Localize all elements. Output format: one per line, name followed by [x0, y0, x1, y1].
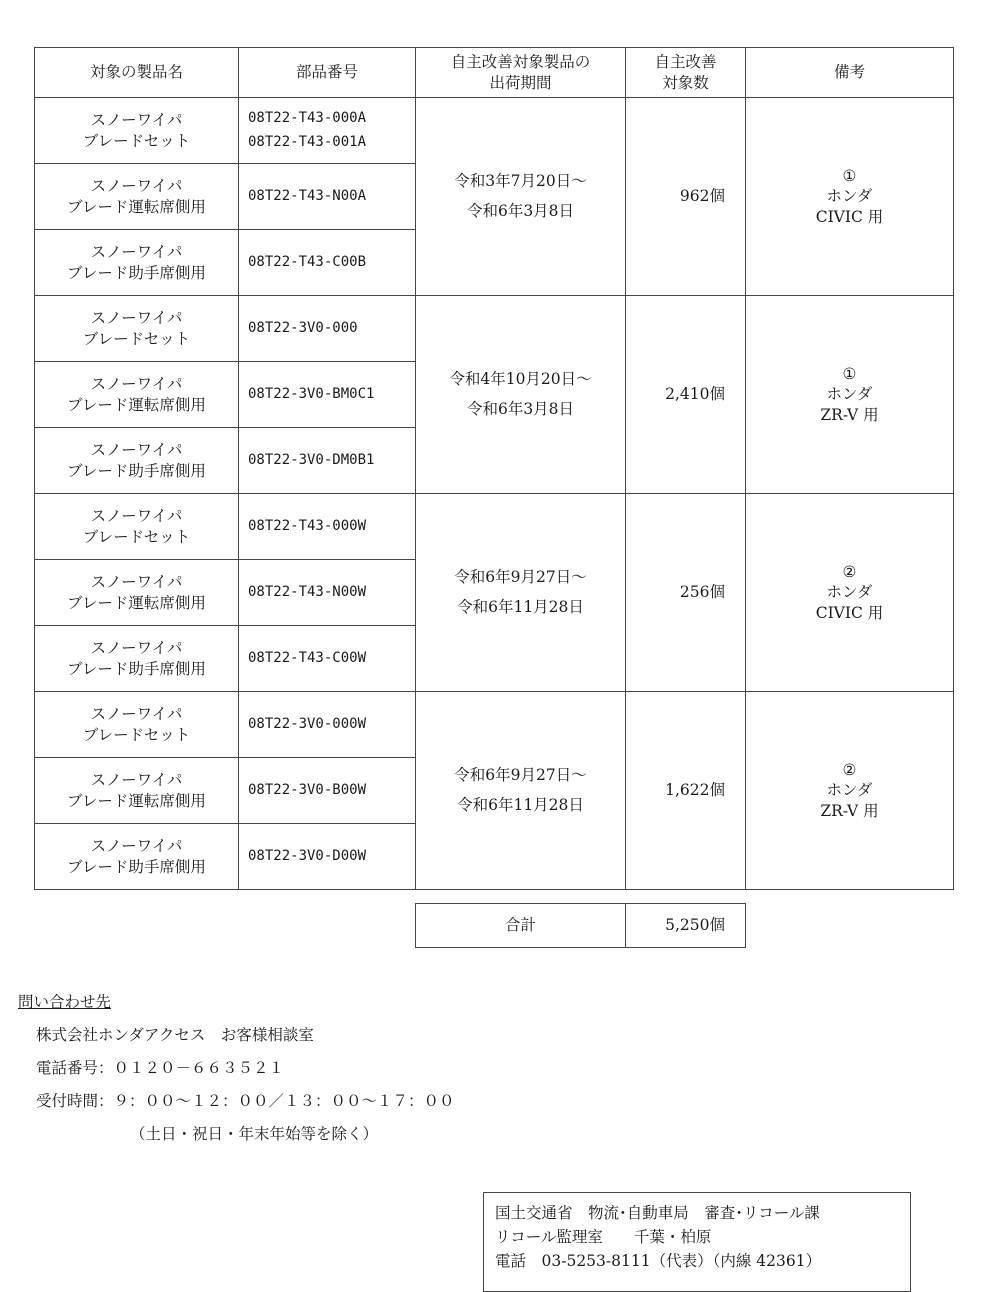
period-end: 令和6年3月8日 [466, 399, 575, 418]
product-name-line2: ブレード助手席側用 [67, 659, 206, 678]
part-number: 08T22-3V0-000 [239, 296, 416, 362]
product-name-line1: スノーワイパ [90, 771, 183, 790]
product-name-line1: スノーワイパ [90, 507, 183, 526]
product-name-line1: スノーワイパ [90, 441, 183, 460]
product-name [35, 362, 239, 428]
product-name-line2: ブレードセット [82, 131, 191, 150]
product-name-line1: スノーワイパ [90, 705, 183, 724]
remark-mark: ② [842, 563, 857, 582]
period-start: 令和4年10月20日～ [449, 370, 592, 389]
header-product: 対象の製品名 [35, 48, 239, 98]
part-number: 08T22-3V0-B00W [239, 758, 416, 824]
period-start: 令和6年9月27日～ [454, 766, 587, 785]
product-name-line2: ブレードセット [82, 329, 191, 348]
period-end: 令和6年11月28日 [457, 597, 584, 616]
part-number: 08T22-T43-C00W [239, 626, 416, 692]
part-number: 08T22-T43-000W [239, 494, 416, 560]
remark-model: ZR-V 用 [820, 801, 879, 820]
shipping-period [416, 494, 626, 692]
table-row [35, 98, 954, 164]
product-name [35, 230, 239, 296]
product-name [35, 98, 239, 164]
period-end: 令和6年3月8日 [466, 201, 575, 220]
target-count: 256個 [626, 494, 746, 692]
part-number-line1: 08T22-T43-000A [248, 109, 367, 126]
part-number-line2: 08T22-T43-001A [248, 133, 367, 150]
office-line1: 国土交通省 物流･自動車局 審査･リコール課 [495, 1204, 820, 1222]
header-count [626, 48, 746, 98]
contact-company: 株式会社ホンダアクセス お客様相談室 [36, 1026, 314, 1044]
part-number: 08T22-T43-N00A [239, 164, 416, 230]
part-number [239, 98, 416, 164]
remark-mark: ② [842, 761, 857, 780]
product-name-line2: ブレード運転席側用 [67, 791, 206, 810]
total-row [35, 904, 954, 948]
product-name-line1: スノーワイパ [90, 375, 183, 394]
product-name-line1: スノーワイパ [90, 177, 183, 196]
period-start: 令和3年7月20日～ [454, 172, 587, 191]
product-name [35, 428, 239, 494]
product-name-line2: ブレード運転席側用 [67, 197, 206, 216]
part-number: 08T22-3V0-000W [239, 692, 416, 758]
total-blank [35, 904, 416, 948]
header-count-line1: 自主改善 [654, 53, 717, 72]
target-count: 962個 [626, 98, 746, 296]
product-name-line2: ブレードセット [82, 527, 191, 546]
product-name [35, 164, 239, 230]
part-number: 08T22-3V0-BM0C1 [239, 362, 416, 428]
part-number: 08T22-3V0-DM0B1 [239, 428, 416, 494]
shipping-period [416, 296, 626, 494]
product-name [35, 560, 239, 626]
header-period-line2: 出荷期間 [489, 73, 552, 92]
product-name-line2: ブレードセット [82, 725, 191, 744]
product-name-line1: スノーワイパ [90, 573, 183, 592]
remarks [746, 296, 954, 494]
shipping-period [416, 98, 626, 296]
table-row [35, 692, 954, 758]
product-name-line2: ブレード運転席側用 [67, 593, 206, 612]
shipping-period [416, 692, 626, 890]
product-name [35, 494, 239, 560]
office-line2: リコール監理室 千葉・柏原 [495, 1228, 712, 1246]
table-row [35, 296, 954, 362]
part-number: 08T22-T43-N00W [239, 560, 416, 626]
header-period [416, 48, 626, 98]
total-value: 5,250個 [626, 904, 746, 948]
remark-mark: ① [842, 167, 857, 186]
remarks [746, 98, 954, 296]
remark-maker: ホンダ [826, 583, 873, 602]
product-name-line1: スノーワイパ [90, 111, 183, 130]
product-name-line2: ブレード助手席側用 [67, 461, 206, 480]
contact-hours-note: （土日・祝日・年末年始等を除く） [130, 1125, 379, 1143]
product-name-line1: スノーワイパ [90, 837, 183, 856]
total-blank-right [746, 904, 954, 948]
mlit-office-box [483, 1192, 911, 1292]
spacer-row [35, 890, 954, 904]
office-line3: 電話 03-5253-8111（代表）（内線 42361） [495, 1252, 822, 1270]
part-number: 08T22-T43-C00B [239, 230, 416, 296]
remark-maker: ホンダ [826, 385, 873, 404]
contact-heading: 問い合わせ先 [18, 993, 112, 1011]
product-name-line1: スノーワイパ [90, 243, 183, 262]
remark-maker: ホンダ [826, 781, 873, 800]
part-number: 08T22-3V0-D00W [239, 824, 416, 890]
product-name [35, 758, 239, 824]
contact-hours: 受付時間：９：００～１２：００／１３：００～１７：００ [36, 1092, 455, 1110]
contact-phone: 電話番号：０１２０－６６３５２１ [36, 1059, 285, 1077]
recall-table [34, 47, 954, 948]
product-name-line2: ブレード助手席側用 [67, 263, 206, 282]
header-period-line1: 自主改善対象製品の [450, 53, 591, 72]
remark-model: CIVIC 用 [815, 207, 884, 226]
target-count: 2,410個 [626, 296, 746, 494]
header-count-line2: 対象数 [662, 73, 709, 92]
remark-mark: ① [842, 365, 857, 384]
header-part-number: 部品番号 [239, 48, 416, 98]
product-name-line2: ブレード助手席側用 [67, 857, 206, 876]
remark-maker: ホンダ [826, 187, 873, 206]
remarks [746, 494, 954, 692]
remarks [746, 692, 954, 890]
remark-model: CIVIC 用 [815, 603, 884, 622]
product-name [35, 296, 239, 362]
header-remarks: 備考 [746, 48, 954, 98]
product-name [35, 626, 239, 692]
period-end: 令和6年11月28日 [457, 795, 584, 814]
product-name-line1: スノーワイパ [90, 309, 183, 328]
table-header-row [35, 48, 954, 98]
table-row [35, 494, 954, 560]
product-name-line2: ブレード運転席側用 [67, 395, 206, 414]
remark-model: ZR-V 用 [820, 405, 879, 424]
target-count: 1,622個 [626, 692, 746, 890]
product-name [35, 824, 239, 890]
product-name [35, 692, 239, 758]
product-name-line1: スノーワイパ [90, 639, 183, 658]
total-label: 合計 [416, 904, 626, 948]
spacer-cell [35, 890, 954, 904]
period-start: 令和6年9月27日～ [454, 568, 587, 587]
